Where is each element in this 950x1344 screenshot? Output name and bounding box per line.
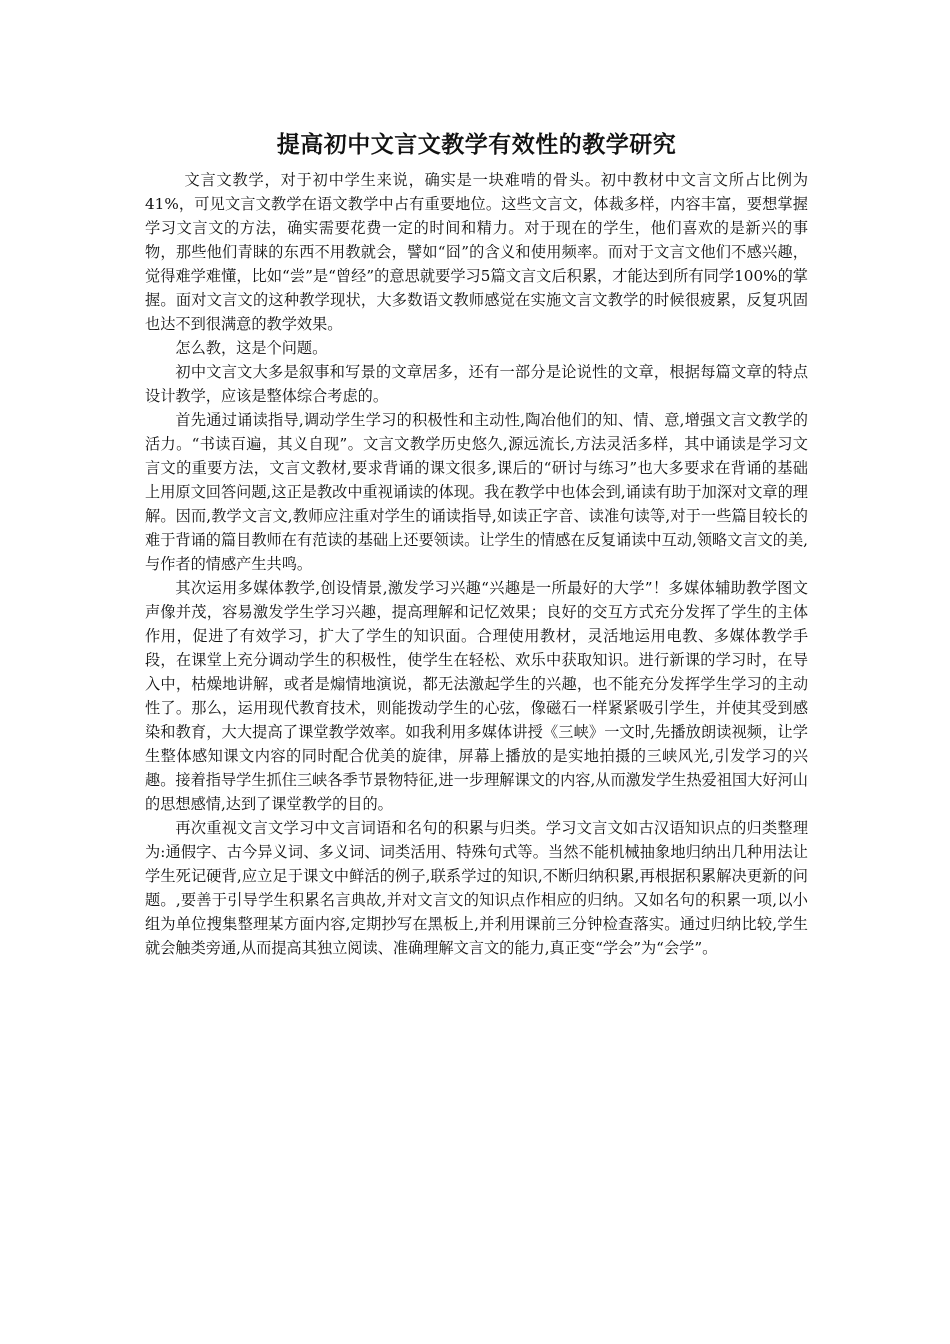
paragraph-intro: 文言文教学，对于初中学生来说，确实是一块难啃的骨头。初中教材中文言文所占比例为41%，可见文言文教学在语文教学中占有重要地位。这些文言文，体裁多样，内容丰富，要想掌握学习文言文的方法，确实需要花费一定的时间和精力。对于现在的学生，他们喜欢的是新兴的事物，那些他们青睐的东西不用教就会，譬如“囧”的含义和使用频率。而对于文言文他们不感兴趣，觉得难学难懂，比如“尝”是“曾经”的意思就要学习5篇文言文后积累，才能达到所有同学100%的掌握。面对文言文的这种教学现状，大多数语文教师感觉在实施文言文教学的时候很疲累，反复巩固也达不到很满意的教学效果。: [145, 171, 808, 333]
paragraph-overview: 初中文言文大多是叙事和写景的文章居多，还有一部分是论说性的文章，根据每篇文章的特点设计教学，应该是整体综合考虑的。: [145, 363, 808, 405]
document-title: 提高初中文言文教学有效性的教学研究: [276, 131, 677, 158]
paragraph-recitation: 首先通过诵读指导,调动学生学习的积极性和主动性,陶冶他们的知、情、意,增强文言文教学的活力。“书读百遍，其义自现”。文言文教学历史悠久,源远流长,方法灵活多样，其中诵读是学习文言文的重要方法，文言文教材,要求背诵的课文很多,课后的“研讨与练习”也大多要求在背诵的基础上用原文回答问题,这正是教改中重视诵读的体现。我在教学中也体会到,诵读有助于加深对文章的理解。因而,教学文言文,教师应注重对学生的诵读指导,如读正字音、读准句读等,对于一些篇目较长的难于背诵的篇目教师在有范读的基础上还要领读。让学生的情感在反复诵读中互动,领略文言文的美,与作者的情感产生共鸣。: [145, 411, 808, 573]
document-page: [145, 128, 808, 960]
paragraph-accumulation: 再次重视文言文学习中文言词语和名句的积累与归类。学习文言文如古汉语知识点的归类整理为:通假字、古今异义词、多义词、词类活用、特殊句式等。当然不能机械抽象地归纳出几种用法让学生死记硬背,应立足于课文中鲜活的例子,联系学过的知识,不断归纳积累,再根据积累解决更新的问题。,要善于引导学生积累名言典故,并对文言文的知识点作相应的归纳。又如名句的积累一项,以小组为单位搜集整理某方面内容,定期抄写在黑板上,并利用课前三分钟检查落实。通过归纳比较,学生就会触类旁通,从而提高其独立阅读、准确理解文言文的能力,真正变“学会”为“会学”。: [145, 819, 808, 957]
paragraph-multimedia: 其次运用多媒体教学,创设情景,激发学习兴趣“兴趣是一所最好的大学”！多媒体辅助教学图文声像并茂，容易激发学生学习兴趣，提高理解和记忆效果；良好的交互方式充分发挥了学生的主体作用，促进了有效学习，扩大了学生的知识面。合理使用教材，灵活地运用电教、多媒体教学手段，在课堂上充分调动学生的积极性，使学生在轻松、欢乐中获取知识。进行新课的学习时，在导入中，枯燥地讲解，或者是煽情地演说，都无法激起学生的兴趣，也不能充分发挥学生学习的主动性了。那么，运用现代教育技术，则能拨动学生的心弦，像磁石一样紧紧吸引学生，并使其受到感染和教育，大大提高了课堂教学效率。如我利用多媒体讲授《三峡》一文时,先播放朗读视频，让学生整体感知课文内容的同时配合优美的旋律，屏幕上播放的是实地拍摄的三峡风光,引发学习的兴趣。接着指导学生抓住三峡各季节景物特征,进一步理解课文的内容,从而激发学生热爱祖国大好河山的思想感情,达到了课堂教学的目的。: [145, 579, 808, 813]
paragraph-question: 怎么教，这是个问题。: [175, 339, 328, 357]
